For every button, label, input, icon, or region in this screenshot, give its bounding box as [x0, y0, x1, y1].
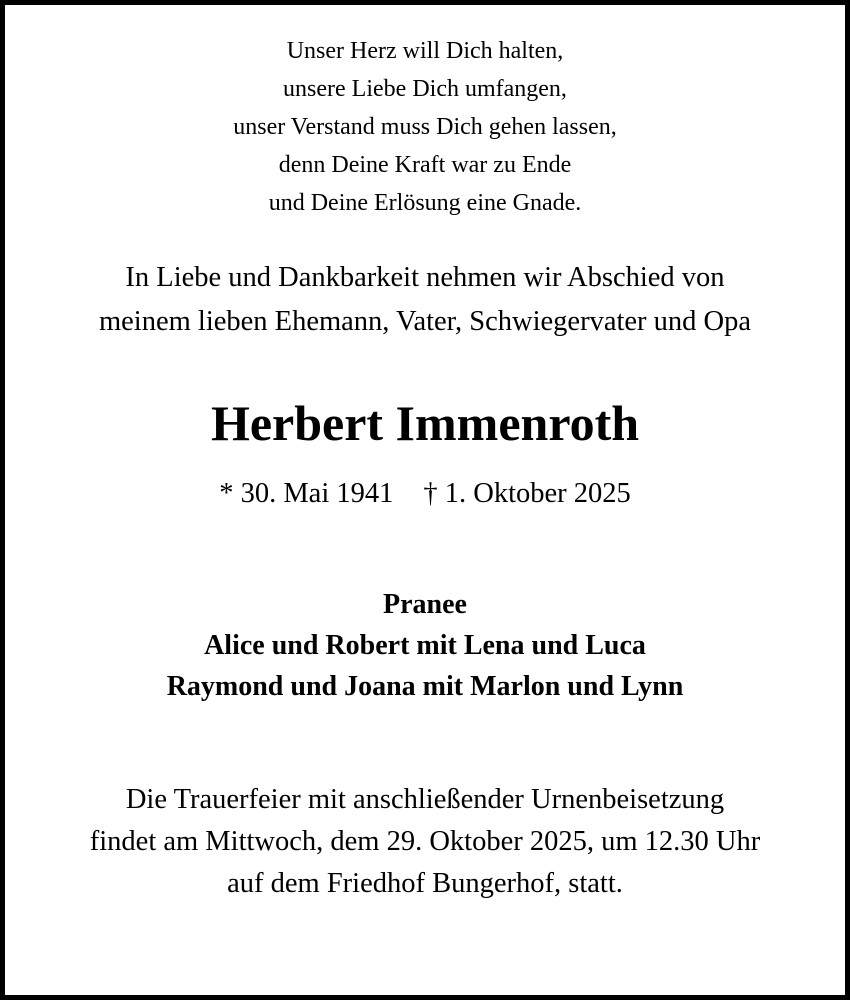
poem-line: unsere Liebe Dich umfangen,: [283, 76, 567, 102]
life-dates: [5, 474, 845, 514]
service-line: Die Trauerfeier mit anschließender Urnenbeisetzung: [125, 784, 725, 815]
intro-line: meinem lieben Ehemann, Vater, Schwiegervater und Opa: [98, 306, 752, 337]
poem-line: denn Deine Kraft war zu Ende: [278, 152, 572, 178]
family-line: Alice und Robert mit Lena und Luca: [204, 630, 646, 661]
poem-line: Unser Herz will Dich halten,: [286, 38, 564, 64]
intro-line: In Liebe und Dankbarkeit nehmen wir Abschied von: [125, 262, 725, 293]
poem-line: und Deine Erlösung eine Gnade.: [268, 190, 582, 216]
family-line: Raymond und Joana mit Marlon und Lynn: [166, 671, 684, 702]
deceased-name: Herbert Immenroth: [210, 395, 640, 451]
service-line: findet am Mittwoch, dem 29. Oktober 2025, um 12.30 Uhr: [89, 826, 761, 857]
service-line: auf dem Friedhof Bungerhof, statt.: [227, 868, 623, 899]
poem-line: unser Verstand muss Dich gehen lassen,: [233, 114, 617, 140]
birth-date: * 30. Mai 1941: [219, 478, 394, 509]
death-date: † 1. Oktober 2025: [423, 478, 631, 509]
family-line: Pranee: [383, 589, 467, 620]
